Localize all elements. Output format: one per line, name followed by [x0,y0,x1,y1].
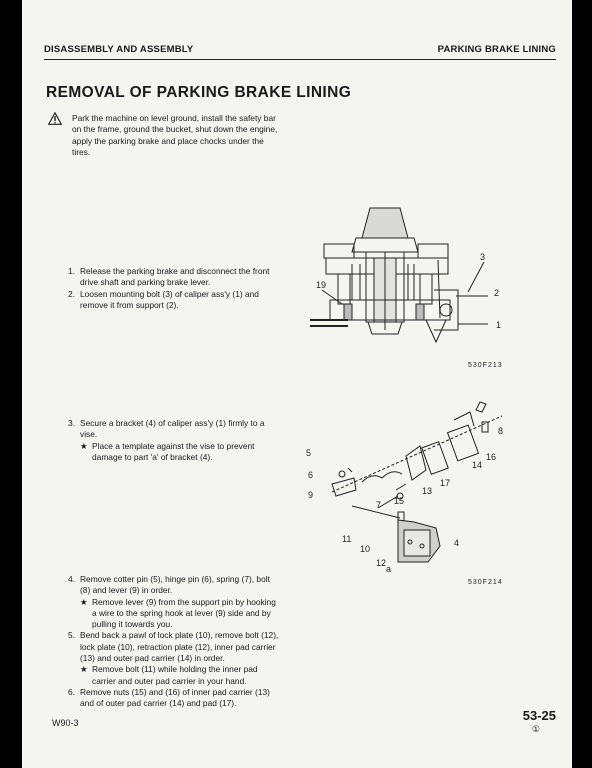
steps-1-2 [68,266,280,311]
steps-4-6 [68,574,282,710]
model-code: W90-3 [52,718,79,728]
step-2: 2. Loosen mounting bolt (3) of caliper ass'y (1) and remove it from support (2). [68,288,259,310]
page-title: REMOVAL OF PARKING BRAKE LINING [46,84,352,101]
fig2-label-13: 13 [422,486,433,496]
step-5: 5. Bend back a pawl of lock plate (10), remove bolt (12), lock plate (10), retraction plate (12), inner pad carrier (13) and outer pad carrier (14) in order. [68,630,279,664]
fig2-label-14: 14 [472,460,483,470]
fig2-label-11: 11 [342,534,352,544]
fig2-label-17: 17 [440,478,451,488]
fig2-label-6: 6 [308,470,314,480]
fig2-label-10: 10 [360,544,371,554]
note-5: ★ Remove bolt (11) while holding the inner pad carrier and outer pad carrier in your hand. [80,664,258,686]
figure2-caption: 530F214 [468,579,503,586]
step-3-block [68,418,280,463]
step-4: 4. Remove cotter pin (5), hinge pin (6), spring (7), bolt (8) and lever (9) in order. [68,574,270,596]
fig1-label-3: 3 [480,252,486,262]
step-6: 6. Remove nuts (15) and (16) of inner pad carrier (13) and of outer pad carrier (14) and pad (17). [68,686,270,709]
note-3: ★ Place a template against the vise to prevent damage to part 'a' of bracket (4). [80,440,255,462]
caliper-assembly-figure [308,200,514,350]
fig2-label-16: 16 [486,452,497,462]
fig2-label-4: 4 [454,538,460,548]
revision-mark: ① [531,724,540,734]
step-3: 3. Secure a bracket (4) of caliper ass'y (1) firmly to a vise. [68,418,265,440]
fig2-label-a: a [386,564,392,572]
warning-icon [48,112,62,125]
header-rule [44,59,556,60]
fig2-label-8: 8 [498,426,504,436]
step-1: 1. Release the parking brake and disconnect the front drive shaft and parking brake lever. [68,266,270,288]
page-number: 53-25 [522,708,556,723]
figure1-caption: 530F213 [468,362,503,369]
note-4: ★ Remove lever (9) from the support pin by hooking a wire to the spring hook at lever (9) side and by pulling it towards you. [80,596,276,630]
fig2-label-12: 12 [376,558,387,568]
fig1-label-19: 19 [316,280,327,290]
fig1-label-2: 2 [494,288,500,298]
fig2-label-5: 5 [306,448,312,458]
fig2-label-9: 9 [308,490,314,500]
header-right: PARKING BRAKE LINING [437,44,556,55]
fig1-label-1: 1 [496,320,502,330]
fig2-label-7: 7 [376,500,382,510]
warning-text: Park the machine on level ground, install the safety bar on the frame, ground the bucket, shut down the engine, apply the parking brake and place chocks under the tires. [72,113,278,157]
header-left: DISASSEMBLY AND ASSEMBLY [44,44,194,55]
fig2-label-15: 15 [394,496,405,506]
caliper-exploded-figure [302,396,518,572]
